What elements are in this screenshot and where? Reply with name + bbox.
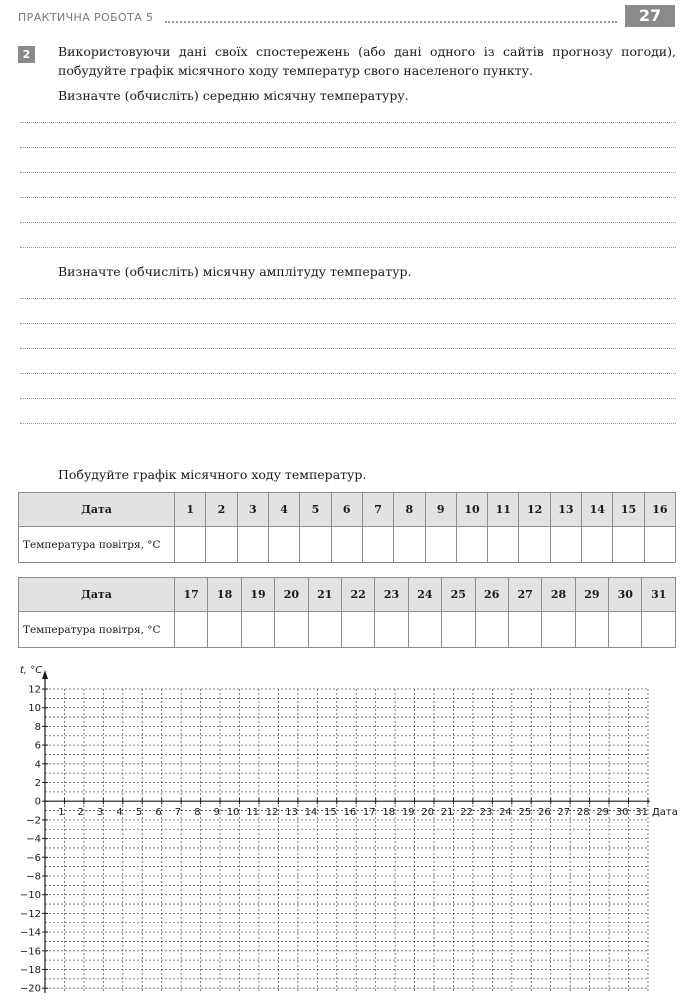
- x-tick-label: 16: [343, 807, 357, 819]
- y-tick-label: −6: [26, 852, 41, 864]
- x-tick-label: 30: [615, 807, 629, 819]
- y-tick-label: −2: [26, 815, 41, 827]
- x-tick-label: 7: [174, 807, 182, 819]
- temperature-input-cell[interactable]: [206, 527, 237, 563]
- answer-line[interactable]: [20, 197, 676, 198]
- day-2-header: 2: [206, 493, 237, 527]
- y-tick-label: −20: [19, 983, 41, 995]
- temperature-input-cell[interactable]: [613, 527, 644, 563]
- temperature-table-days-17-31: [18, 577, 676, 648]
- temperature-input-cell[interactable]: [425, 527, 456, 563]
- x-tick-label: 27: [557, 807, 571, 819]
- x-axis-label: Дата: [651, 807, 678, 819]
- x-tick-label: 17: [362, 807, 376, 819]
- x-tick-label: 9: [213, 807, 221, 819]
- question-average-temperature: Визначте (обчисліть) середню місячну температуру.: [58, 88, 409, 103]
- answer-line[interactable]: [20, 247, 676, 248]
- table-row: [19, 527, 676, 563]
- x-tick-label: 11: [246, 807, 259, 819]
- air-temperature-label: Температура повітря, °С: [19, 527, 175, 563]
- x-tick-label: 28: [576, 807, 590, 819]
- x-tick-label: 8: [194, 807, 201, 819]
- temperature-input-cell[interactable]: [642, 612, 676, 648]
- temperature-input-cell[interactable]: [456, 527, 487, 563]
- y-tick-label: −12: [19, 908, 41, 920]
- answer-line[interactable]: [20, 373, 676, 374]
- temperature-input-cell[interactable]: [331, 527, 362, 563]
- day-18-header: 18: [208, 578, 241, 612]
- day-7-header: 7: [362, 493, 393, 527]
- temperature-graph-grid[interactable]: [0, 655, 692, 1000]
- y-axis-label: t, °С: [20, 665, 43, 676]
- x-tick-label: 23: [479, 807, 493, 819]
- x-tick-label: 29: [596, 807, 610, 819]
- y-tick-label: 0: [34, 796, 41, 808]
- temperature-input-cell[interactable]: [341, 612, 374, 648]
- day-21-header: 21: [308, 578, 341, 612]
- x-tick-label: 5: [135, 807, 143, 819]
- page-header: [0, 0, 692, 32]
- temperature-table-days-1-16: [18, 492, 676, 563]
- temperature-input-cell[interactable]: [208, 612, 241, 648]
- y-tick-label: −18: [19, 965, 41, 976]
- y-tick-label: 12: [28, 684, 41, 696]
- day-10-header: 10: [456, 493, 487, 527]
- y-tick-label: −10: [19, 890, 41, 902]
- y-tick-label: −8: [26, 871, 41, 883]
- temperature-input-cell[interactable]: [408, 612, 441, 648]
- x-tick-label: 6: [155, 807, 162, 819]
- answer-line[interactable]: [20, 423, 676, 424]
- day-23-header: 23: [375, 578, 408, 612]
- day-14-header: 14: [582, 493, 613, 527]
- y-tick-label: 2: [34, 778, 41, 789]
- day-19-header: 19: [241, 578, 274, 612]
- answer-line[interactable]: [20, 398, 676, 399]
- x-tick-label: 18: [382, 807, 396, 819]
- question-build-graph: Побудуйте графік місячного ходу температур.: [58, 467, 367, 482]
- day-9-header: 9: [425, 493, 456, 527]
- day-1-header: 1: [175, 493, 206, 527]
- temperature-input-cell[interactable]: [275, 612, 308, 648]
- question-temperature-amplitude: Визначте (обчисліть) місячну амплітуду температур.: [58, 264, 412, 279]
- day-26-header: 26: [475, 578, 508, 612]
- table-header-row: [19, 578, 676, 612]
- day-22-header: 22: [341, 578, 374, 612]
- x-tick-label: 25: [518, 807, 532, 819]
- practical-work-title: ПРАКТИЧНА РОБОТА 5: [18, 11, 154, 24]
- day-16-header: 16: [644, 493, 675, 527]
- day-5-header: 5: [300, 493, 331, 527]
- day-4-header: 4: [268, 493, 299, 527]
- temperature-input-cell[interactable]: [375, 612, 408, 648]
- y-tick-label: 6: [34, 740, 41, 752]
- temperature-input-cell[interactable]: [488, 527, 519, 563]
- temperature-input-cell[interactable]: [475, 612, 508, 648]
- y-tick-label: −14: [19, 927, 41, 939]
- x-tick-label: 20: [421, 807, 434, 819]
- temperature-input-cell[interactable]: [609, 612, 642, 648]
- temperature-input-cell[interactable]: [237, 527, 268, 563]
- x-tick-label: 1: [58, 807, 65, 819]
- temperature-input-cell[interactable]: [644, 527, 675, 563]
- x-tick-label: 31: [635, 807, 648, 819]
- y-tick-label: 4: [34, 759, 41, 771]
- temperature-input-cell[interactable]: [300, 527, 331, 563]
- temperature-input-cell[interactable]: [442, 612, 475, 648]
- day-27-header: 27: [508, 578, 541, 612]
- x-tick-label: 3: [96, 807, 104, 819]
- x-tick-label: 13: [285, 807, 298, 819]
- temperature-input-cell[interactable]: [582, 527, 613, 563]
- answer-line[interactable]: [20, 222, 676, 223]
- task-instruction: Використовуючи дані своїх спостережень (або дані одного із сайтів прогнозу погоди), побудуйте графік місячного ходу температур свого населеного пункту.: [58, 44, 676, 78]
- temperature-input-cell[interactable]: [575, 612, 608, 648]
- x-tick-label: 15: [324, 807, 337, 819]
- x-tick-label: 19: [401, 807, 415, 819]
- x-tick-label: 24: [499, 807, 512, 819]
- task-number-badge: 2: [18, 46, 35, 63]
- temperature-input-cell[interactable]: [394, 527, 425, 563]
- temperature-input-cell[interactable]: [519, 527, 550, 563]
- day-15-header: 15: [613, 493, 644, 527]
- temperature-input-cell[interactable]: [241, 612, 274, 648]
- x-tick-label: 14: [304, 807, 318, 819]
- day-29-header: 29: [575, 578, 608, 612]
- x-tick-label: 21: [440, 807, 454, 819]
- day-30-header: 30: [609, 578, 642, 612]
- temperature-input-cell[interactable]: [542, 612, 575, 648]
- answer-line[interactable]: [20, 147, 676, 148]
- day-8-header: 8: [394, 493, 425, 527]
- temperature-input-cell[interactable]: [175, 612, 208, 648]
- day-12-header: 12: [519, 493, 550, 527]
- answer-line[interactable]: [20, 122, 676, 123]
- day-25-header: 25: [442, 578, 475, 612]
- air-temperature-label: Температура повітря, °С: [19, 612, 175, 648]
- header-dotted-rule: [165, 21, 617, 23]
- day-20-header: 20: [275, 578, 308, 612]
- answer-line[interactable]: [20, 172, 676, 173]
- x-tick-label: 4: [116, 807, 123, 819]
- x-tick-label: 10: [226, 807, 240, 819]
- table-header-row: [19, 493, 676, 527]
- day-31-header: 31: [642, 578, 676, 612]
- temperature-input-cell[interactable]: [308, 612, 341, 648]
- day-17-header: 17: [175, 578, 208, 612]
- y-axis-arrow: [42, 670, 48, 679]
- day-24-header: 24: [408, 578, 441, 612]
- temperature-input-cell[interactable]: [268, 527, 299, 563]
- day-3-header: 3: [237, 493, 268, 527]
- y-tick-label: −4: [26, 834, 41, 846]
- day-11-header: 11: [488, 493, 519, 527]
- answer-line[interactable]: [20, 348, 676, 349]
- date-header-cell: Дата: [19, 493, 175, 527]
- day-28-header: 28: [542, 578, 575, 612]
- x-tick-label: 22: [460, 807, 473, 819]
- temperature-input-cell[interactable]: [508, 612, 541, 648]
- x-tick-label: 12: [265, 807, 279, 819]
- answer-line[interactable]: [20, 323, 676, 324]
- x-tick-label: 26: [537, 807, 551, 819]
- day-13-header: 13: [550, 493, 581, 527]
- page-number: 27: [625, 5, 675, 27]
- y-tick-label: 8: [34, 721, 41, 733]
- x-tick-label: 2: [77, 807, 84, 819]
- day-6-header: 6: [331, 493, 362, 527]
- y-tick-label: −16: [19, 946, 41, 958]
- date-header-cell: Дата: [19, 578, 175, 612]
- y-tick-label: 10: [28, 703, 41, 715]
- answer-line[interactable]: [20, 298, 676, 299]
- table-row: [19, 612, 676, 648]
- temperature-input-cell[interactable]: [175, 527, 206, 563]
- temperature-input-cell[interactable]: [362, 527, 393, 563]
- temperature-input-cell[interactable]: [550, 527, 581, 563]
